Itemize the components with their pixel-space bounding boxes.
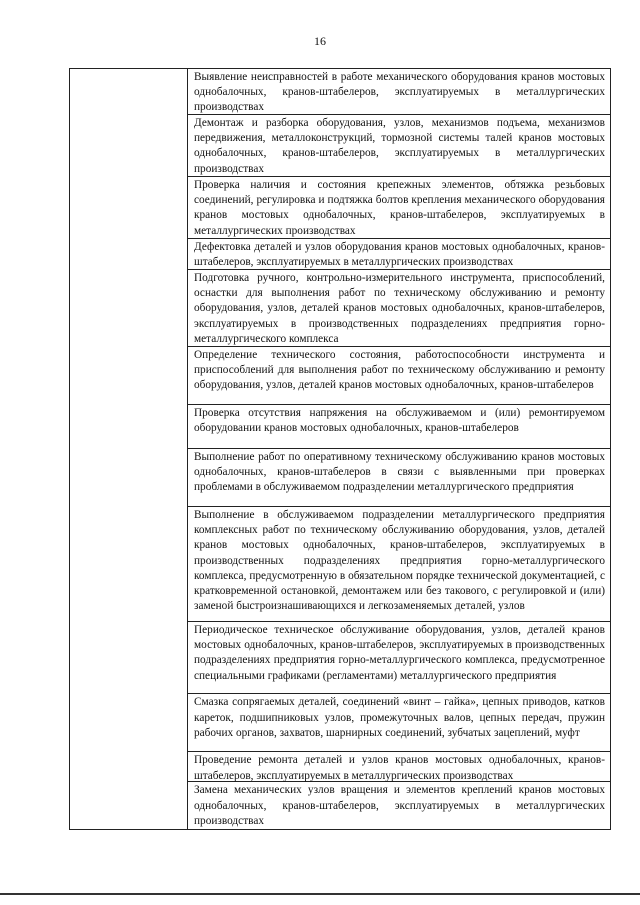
table-row: Смазка сопрягаемых деталей, соединений «винт – гайка», цепных приводов, катков кареток, подшипниковых узлов, промежуточных валов, цепных передач, пружин рабочих органов, захватов, шарнирных соединений, зубчатых зацеплений, муфт (188, 694, 610, 752)
table-row: Замена механических узлов вращения и элементов креплений кранов мостовых однобалочных, кранов-штабелеров, эксплуатируемых в металлургических производствах (194, 784, 605, 827)
table-row: Подготовка ручного, контрольно-измерительного инструмента, приспособлений, оснастки для выполнения работ по техническому обслуживанию и ремонту оборудования, узлов, деталей кранов мостовых однобалочных, кранов-штабелеров, эксплуатируемых в производственных подразделениях предприятия горно-металлургического комплекса (188, 270, 610, 347)
table-row: Проверка наличия и состояния крепежных элементов, обтяжка резьбовых соединений, регулировка и подтяжка болтов крепления механического оборудования кранов мостовых однобалочных, кранов-штабелеров, эксплуатируемых в металлургических производствах (188, 177, 610, 239)
page-bottom-edge (0, 893, 640, 895)
table-right-column (188, 69, 610, 829)
table-row: Определение технического состояния, работоспособности инструмента и приспособлений для выполнения работ по техническому обслуживанию и ремонту оборудования, узлов, деталей кранов мостовых однобалочных, кранов-штабелеров (188, 347, 610, 405)
table-left-column (70, 69, 188, 829)
table-row: Демонтаж и разборка оборудования, узлов, механизмов подъема, механизмов передвижения, металлоконструкций, тормозной системы талей кранов мостовых однобалочных, кранов-штабелеров, эксплуатируемых в металлургических производствах (188, 115, 610, 177)
table-row: Проверка отсутствия напряжения на обслуживаемом и (или) ремонтируемом оборудовании кранов мостовых однобалочных, кранов-штабелеров (188, 405, 610, 449)
labor-functions-table (69, 68, 611, 830)
page-number: 16 (314, 34, 326, 48)
table-row: Выполнение в обслуживаемом подразделении металлургического предприятия комплексных работ по техническому обслуживанию оборудования, узлов, деталей кранов мостовых однобалочных, кранов-штабелеров, эксплуатируемых в производственных подразделениях предприятия горно-металлургического комплекса, предусмотренную в обязательном порядке технической документацией, с кратковременной остановкой, демонтажем или без такового, с регулировкой и (или) заменой быстроизнашивающихся и легкозаменяемых деталей, узлов (188, 507, 610, 622)
table-row: Дефектовка деталей и узлов оборудования кранов мостовых однобалочных, кранов-штабелеров, эксплуатируемых в металлургических производствах (188, 239, 610, 270)
table-row: Периодическое техническое обслуживание оборудования, узлов, деталей кранов мостовых однобалочных, кранов-штабелеров, эксплуатируемых в производственных подразделениях предприятия горно-металлургического комплекса, предусмотренное специальными графиками (регламентами) металлургического предприятия (188, 622, 610, 694)
table-row: Выявление неисправностей в работе механического оборудования кранов мостовых однобалочных, кранов-штабелеров, эксплуатируемых в металлургических производствах (188, 69, 610, 115)
table-row: Выполнение работ по оперативному техническому обслуживанию кранов мостовых однобалочных, кранов-штабелеров в связи с выявленными при проверках проблемами в обслуживаемом подразделении металлургического предприятия (188, 449, 610, 507)
table-row: Проведение ремонта деталей и узлов кранов мостовых однобалочных, кранов-штабелеров, эксплуатируемых в металлургических производствах (188, 752, 610, 782)
